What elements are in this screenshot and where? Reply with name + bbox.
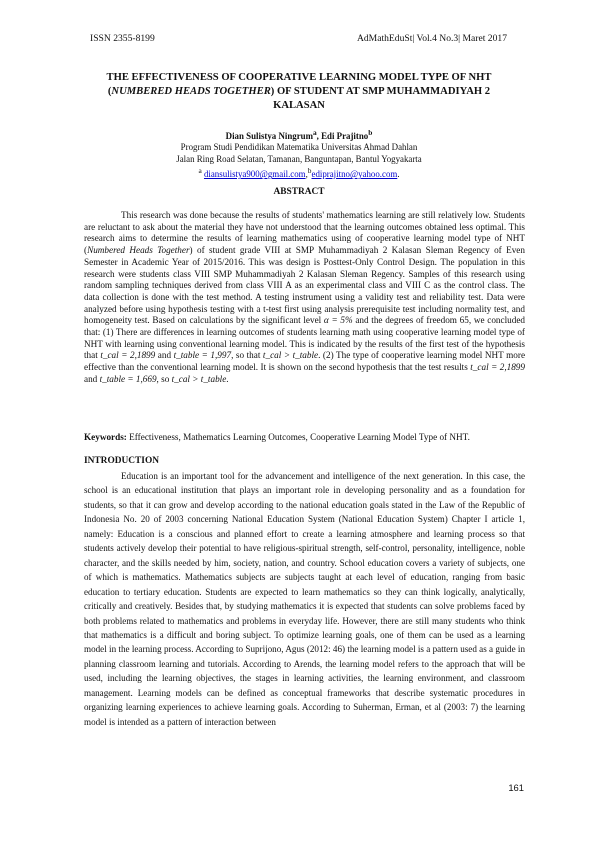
email-link-b[interactable]: ediprajitno@yahoo.com [311,169,398,180]
abstract-paragraph: This research was done because the results of students' mathematics learning are still relatively low. Students are reluctant to ask about the material they have not understood that the learning outcomes obtained less optimal. This research aims to determine the results of learning mathematics using of cooperative learning model type of NHT (Numbered Heads Together) of student grade VIII at SMP Muhammadiyah 2 Kalasan Sleman Regency of Even Semester in Academic Year of 2015/2016. This was design is Posttest-Only Control Design. The population in this research were students class VIII SMP Muhammadiyah 2 Kalasan Sleman Regency. Samples of this research using random sampling techniques derived from class VIII A as an experimental class and VIII C as the control class. The data collection is done with the test method. A testing instrument using a validity test and reliability test. Data were analyzed before using hypothesis testing with a t-test first using analysis prerequisite test including normality test, and homogeneity test. Based on calculations by the significant level α = 5% and the degrees of freedom 65, we concluded that: (1) There are differences in learning outcomes of students learning math using cooperative learning model type of NHT with learning using conventional learning model. This is indicated by the results of the first test of the hypothesis that t_cal = 2,1899 and t_table = 1,997, so that t_cal > t_table. (2) The type of cooperative learning model NHT more effective than the conventional learning model. It is shown on the second hypothesis that the test results t_cal = 2,1899 and t_table = 1,669, so t_cal > t_table. [84,210,526,384]
affiliation-address: Jalan Ring Road Selatan, Tamanan, Banguntapan, Bantul Yogyakarta [176,153,422,164]
keywords-label: Keywords: [84,432,127,442]
introduction-body [84,469,525,729]
journal-issn: ISSN 2355-8199 [90,33,155,44]
title-line-3: KALASAN [273,100,325,112]
affiliation: Program Studi Pendidikan Matematika Universitas Ahmad Dahlan [180,142,418,153]
math-ttable-2: t_table = 1,669 [99,373,157,384]
author-emails: $^a$ diansulistya900@gmail.com,$^b$ediprajitno@yahoo.com. [198,166,400,180]
title-line-1: THE EFFECTIVENESS OF COOPERATIVE LEARNING MODEL TYPE OF NHT [106,72,492,83]
author-names: Dian Sulistya Ningrum$^a$, Edi Prajitno$^b$ [225,128,373,141]
email-link-a[interactable]: diansulistya900@gmail.com [203,169,306,180]
math-alpha: α = 5% [323,315,353,326]
keywords [84,432,525,444]
abstract-heading: ABSTRACT [273,187,325,197]
introduction-paragraph: Education is an important tool for the advancement and intelligence of the next generation. In this case, the school is an educational institution that plays an important role in developing personality and as a foundation for students, so that it can grow and develop according to the national education goals stated in the Law of the Republic of Indonesia No. 20 of 2003 concerning National Education System (National Education System) Chapter I article 1, namely: Education is a conscious and planned effort to create a learning atmosphere and learning process so that students actively develop their potential to have religious-spiritual strength, self-control, personality, intelligence, noble character, and the skills needed by him, society, nation, and country. School education covers a variety of subjects, one of which is mathematics. Mathematics subjects are subjects taught at each level of education, ranging from basic education to tertiary education. Students are expected to learn mathematics so they can think logically, analytically, critically and creatively. Besides that, by studying mathematics it is expected that students can solve problems faced by both problems related to mathematics and problems in everyday life. However, there are still many students who think that mathematics is a difficult and boring subject. To optimize learning goals, one of them can be used as a learning model in the learning process. According to Suprijono, Agus (2012: 46) the learning model is a pattern used as a guide in planning classroom learning and tutorials. According to Arends, the learning model refers to the approach that will be used, including the learning objectives, the stages in learning activities, the learning environment, and classroom management. Learning models can be defined as conceptual frameworks that describe systematic procedures in organizing learning experiences to achieve learning goals. According to Suherman, Erman, et al (2003: 7) the learning model is intended as a pattern of interaction between [84,471,525,727]
math-tcal-1: t_cal = 2,1899 [100,350,156,361]
introduction-heading: INTRODUCTION [84,456,160,466]
math-tcal-2: t_cal = 2,1899 [470,362,525,373]
journal-volume-header: AdMathEduSt| Vol.4 No.3| Maret 2017 [356,33,507,44]
keywords-text: Effectiveness, Mathematics Learning Outcomes, Cooperative Learning Model Type of NHT. [126,432,470,442]
math-inequality-1: t_cal > t_table [262,350,319,361]
page-number: 161 [508,782,524,793]
author-block [84,127,514,181]
math-inequality-2: t_cal > t_table [171,373,227,384]
paper-title: THE EFFECTIVENESS OF COOPERATIVE LEARNING MODEL TYPE OF NHT (NUMBERED HEADS TOGETHER) OF STUDENT AT SMP MUHAMMADIYAH 2 KALASAN [106,72,492,112]
abstract-body [84,210,525,386]
math-ttable-1: t_table = 1,997 [173,350,232,361]
title-italic: NUMBERED HEADS TOGETHER [111,86,271,98]
